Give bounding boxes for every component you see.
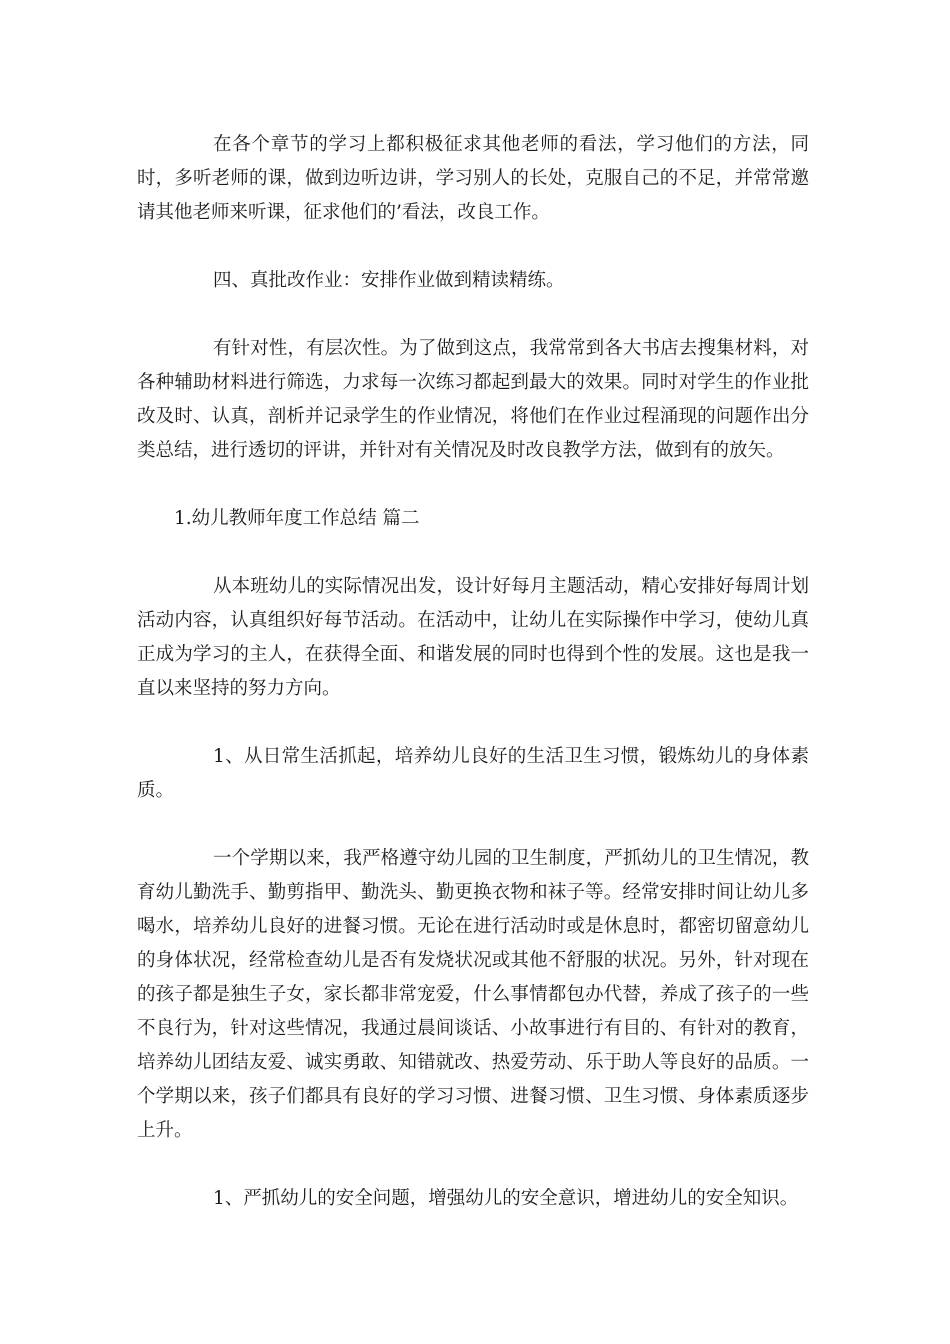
document-body [137, 128, 809, 1250]
section-title: 1.幼儿教师年度工作总结 篇二 [174, 508, 420, 529]
paragraph-safety-heading: 1、严抓幼儿的安全问题，增强幼儿的安全意识，增进幼儿的安全知识。 [213, 1188, 799, 1209]
paragraph-hygiene-details: 一个学期以来，我严格遵守幼儿园的卫生制度，严抓幼儿的卫生情况，教育幼儿勤洗手、勤剪指甲、勤洗头、勤更换衣物和袜子等。经常安排时间让幼儿多喝水，培养幼儿良好的进餐习惯。无论在进行活动时或是休息时，都密切留意幼儿的身体状况，经常检查幼儿是否有发烧状况或其他不舒服的状况。另外，针对现在的孩子都是独生子女，家长都非常宠爱，什么事情都包办代替，养成了孩子的一些不良行为，针对这些情况，我通过晨间谈话、小故事进行有目的、有针对的教育，培养幼儿团结友爱、诚实勇敢、知错就改、热爱劳动、乐于助人等良好的品质。一个学期以来，孩子们都具有良好的学习习惯、进餐习惯、卫生习惯、身体素质逐步上升。 [137, 848, 809, 1141]
paragraph-teaching-methods: 在各个章节的学习上都积极征求其他老师的看法，学习他们的方法，同时，多听老师的课，做到边听边讲，学习别人的长处，克服自己的不足，并常常邀请其他老师来听课，征求他们的’看法，改良工作。 [137, 134, 809, 223]
paragraph-hygiene-heading: 1、从日常生活抓起，培养幼儿良好的生活卫生习惯，锻炼幼儿的身体素质。 [137, 746, 809, 801]
paragraph-class-activities: 从本班幼儿的实际情况出发，设计好每月主题活动，精心安排好每周计划活动内容，认真组织好每节活动。在活动中，让幼儿在实际操作中学习，使幼儿真正成为学习的主人，在获得全面、和谐发展的同时也得到个性的发展。这也是我一直以来坚持的努力方向。 [137, 576, 809, 699]
paragraph-homework-details: 有针对性，有层次性。为了做到这点，我常常到各大书店去搜集材料，对各种辅助材料进行筛选，力求每一次练习都起到最大的效果。同时对学生的作业批改及时、认真，剖析并记录学生的作业情况，将他们在作业过程涌现的问题作出分类总结，进行透切的评讲，并针对有关情况及时改良教学方法，做到有的放矢。 [137, 338, 809, 461]
paragraph-homework-heading: 四、真批改作业：安排作业做到精读精练。 [213, 270, 565, 291]
